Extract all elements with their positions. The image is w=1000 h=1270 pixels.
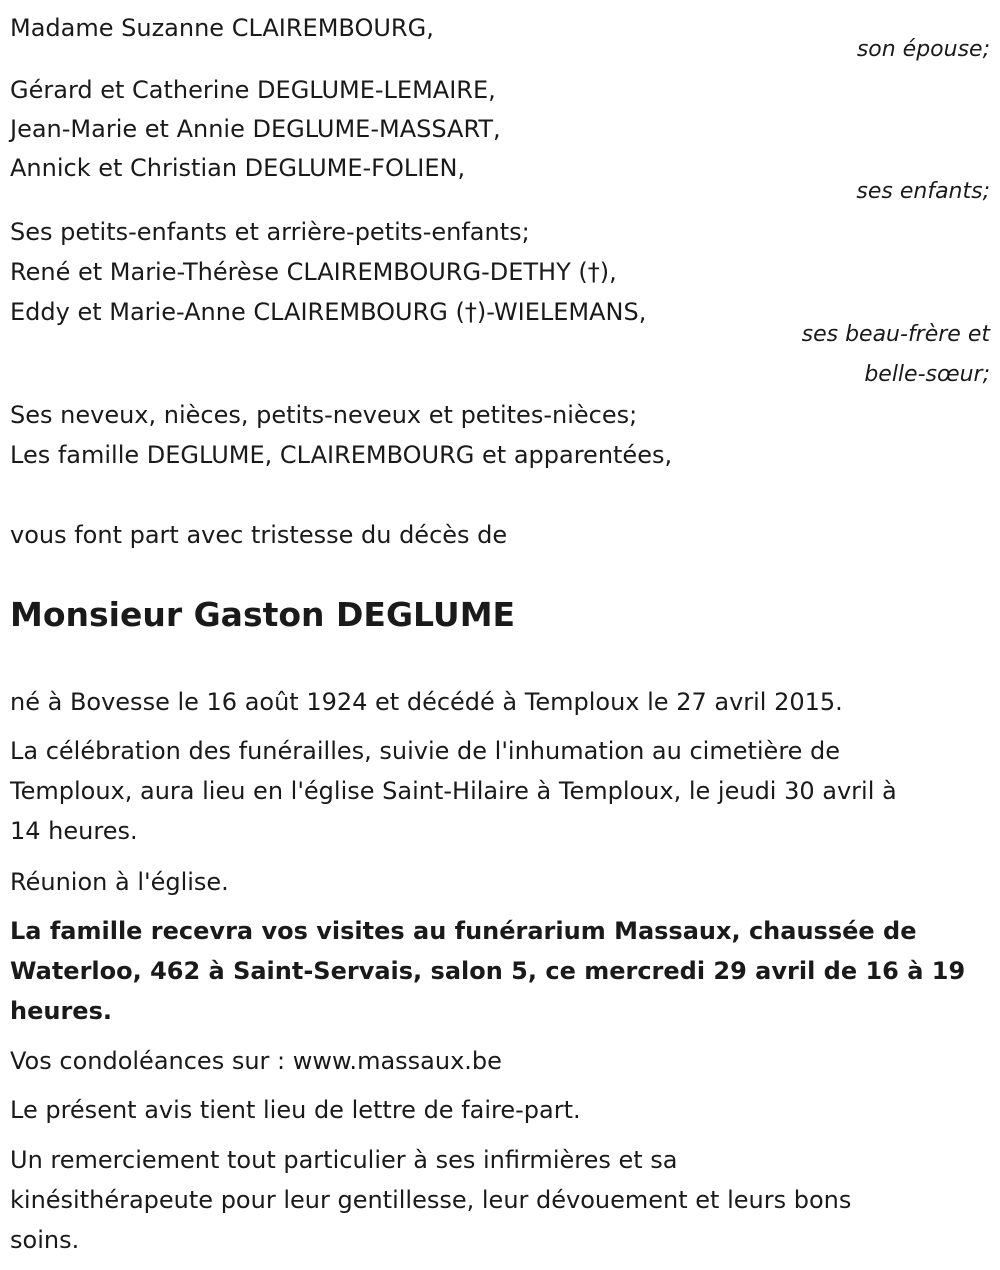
condolences-label: Vos condoléances sur : bbox=[10, 1047, 293, 1075]
announcement: vous font part avec tristesse du décès de bbox=[10, 521, 508, 549]
notice: Le présent avis tient lieu de lettre de faire-part. bbox=[10, 1096, 581, 1124]
relative-line: Ses petits-enfants et arrière-petits-enfants; bbox=[10, 218, 530, 246]
inlaws-role: ses beau-frère et bbox=[801, 322, 990, 347]
visits-line: La famille recevra vos visites au funérarium Massaux, chaussée de bbox=[10, 917, 917, 945]
relative-line: Les famille DEGLUME, CLAIREMBOURG et apparentées, bbox=[10, 441, 673, 469]
thanks-line: soins. bbox=[10, 1226, 80, 1254]
child-line: Annick et Christian DEGLUME-FOLIEN, bbox=[10, 154, 466, 182]
deceased-name: Monsieur Gaston DEGLUME bbox=[10, 595, 516, 634]
thanks-line: kinésithérapeute pour leur gentillesse, leur dévouement et leurs bons bbox=[10, 1186, 852, 1214]
spouse-role: son épouse; bbox=[856, 37, 990, 62]
ceremony-line: 14 heures. bbox=[10, 817, 138, 845]
relative-line: René et Marie-Thérèse CLAIREMBOURG-DETHY (†), bbox=[10, 258, 617, 286]
visits-line: Waterloo, 462 à Saint-Servais, salon 5, ce mercredi 29 avril de 16 à 19 bbox=[10, 957, 966, 985]
visits-line: heures. bbox=[10, 997, 112, 1025]
child-line: Gérard et Catherine DEGLUME-LEMAIRE, bbox=[10, 76, 496, 104]
spouse-line: Madame Suzanne CLAIREMBOURG, bbox=[10, 14, 434, 42]
ceremony-line: La célébration des funérailles, suivie de l'inhumation au cimetière de bbox=[10, 737, 841, 765]
relative-line: Eddy et Marie-Anne CLAIREMBOURG (†)-WIELEMANS, bbox=[10, 298, 647, 326]
child-line: Jean-Marie et Annie DEGLUME-MASSART, bbox=[10, 115, 501, 143]
relative-line: Ses neveux, nièces, petits-neveux et petites-nièces; bbox=[10, 401, 638, 429]
condolences bbox=[10, 1046, 502, 1076]
meeting: Réunion à l'église. bbox=[10, 868, 229, 896]
birth-death: né à Bovesse le 16 août 1924 et décédé à Temploux le 27 avril 2015. bbox=[10, 688, 843, 716]
children-role: ses enfants; bbox=[856, 179, 990, 204]
condolences-link[interactable]: www.massaux.be bbox=[292, 1047, 502, 1075]
inlaws-role: belle-sœur; bbox=[864, 362, 990, 387]
thanks-line: Un remerciement tout particulier à ses infirmières et sa bbox=[10, 1146, 678, 1174]
ceremony-line: Temploux, aura lieu en l'église Saint-Hilaire à Temploux, le jeudi 30 avril à bbox=[10, 777, 897, 805]
